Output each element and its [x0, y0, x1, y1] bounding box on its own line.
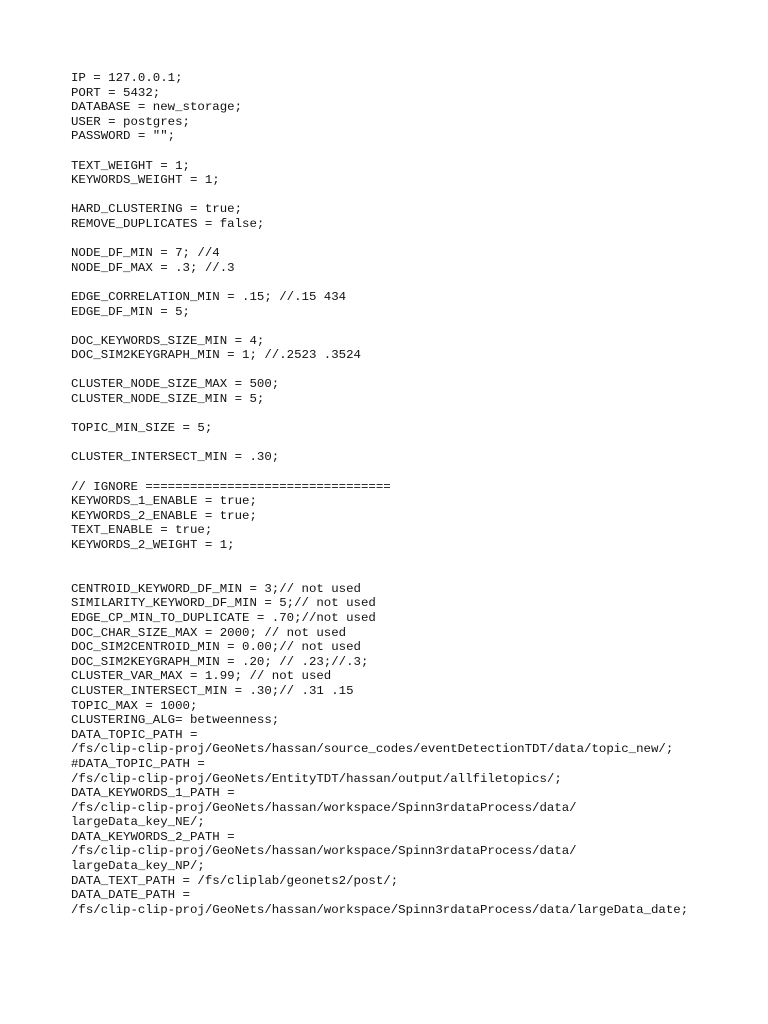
config-line: DATA_KEYWORDS_2_PATH = [71, 829, 235, 844]
blank-line [71, 567, 751, 582]
config-line: DOC_SIM2KEYGRAPH_MIN = .20; // .23;//.3; [71, 654, 369, 669]
blank-line [71, 232, 751, 247]
config-line: /fs/clip-clip-proj/GeoNets/hassan/source_codes/eventDetectionTDT/data/topic_new/; [71, 742, 674, 757]
blank-line [71, 363, 751, 378]
config-line: CLUSTER_VAR_MAX = 1.99; // not used [71, 669, 332, 684]
config-line: DOC_KEYWORDS_SIZE_MIN = 4; [71, 333, 265, 348]
config-line: NODE_DF_MIN = 7; //4 [71, 246, 220, 261]
config-line: EDGE_DF_MIN = 5; [71, 304, 190, 319]
config-line: DATA_DATE_PATH = [71, 888, 190, 903]
config-line: IP = 127.0.0.1; [71, 71, 183, 85]
config-line: SIMILARITY_KEYWORD_DF_MIN = 5;// not used [71, 596, 376, 611]
config-line: KEYWORDS_WEIGHT = 1; [71, 173, 220, 188]
blank-line [71, 275, 751, 290]
config-line: TEXT_WEIGHT = 1; [71, 158, 190, 173]
blank-line [71, 144, 751, 159]
config-line: largeData_key_NP/; [71, 859, 205, 874]
config-line: DATA_KEYWORDS_1_PATH = [71, 786, 235, 801]
config-line: DOC_SIM2KEYGRAPH_MIN = 1; //.2523 .3524 [71, 348, 361, 363]
config-line: CENTROID_KEYWORD_DF_MIN = 3;// not used [71, 581, 361, 596]
config-line: USER = postgres; [71, 114, 190, 129]
config-line: KEYWORDS_2_WEIGHT = 1; [71, 538, 235, 552]
config-line: CLUSTER_INTERSECT_MIN = .30; [71, 450, 280, 465]
config-line: CLUSTER_NODE_SIZE_MIN = 5; [71, 392, 265, 407]
config-line: largeData_key_NE/; [71, 815, 205, 830]
config-line: /fs/clip-clip-proj/GeoNets/hassan/workspace/Spinn3rdataProcess/data/ [71, 800, 577, 815]
config-line: HARD_CLUSTERING = true; [71, 202, 243, 217]
config-document [71, 71, 751, 917]
config-line: TOPIC_MAX = 1000; [71, 698, 198, 713]
config-line: DATA_TEXT_PATH = /fs/cliplab/geonets2/post/; [71, 873, 399, 888]
config-line: KEYWORDS_1_ENABLE = true; [71, 494, 257, 509]
config-line: /fs/clip-clip-proj/GeoNets/hassan/workspace/Spinn3rdataProcess/data/largeData_date; [71, 902, 689, 917]
config-line: PASSWORD = ""; [71, 129, 176, 144]
blank-line [71, 553, 751, 568]
blank-line [71, 188, 751, 203]
blank-line [71, 465, 751, 480]
config-line: CLUSTERING_ALG= betweenness; [71, 713, 280, 728]
config-line: KEYWORDS_2_ENABLE = true; [71, 508, 257, 523]
config-line: /fs/clip-clip-proj/GeoNets/EntityTDT/hassan/output/allfiletopics/; [71, 771, 562, 786]
config-line: DOC_SIM2CENTROID_MIN = 0.00;// not used [71, 640, 361, 655]
config-line: CLUSTER_NODE_SIZE_MAX = 500; [71, 377, 280, 392]
blank-line [71, 436, 751, 451]
config-line: /fs/clip-clip-proj/GeoNets/hassan/workspace/Spinn3rdataProcess/data/ [71, 844, 577, 859]
config-line: #DATA_TOPIC_PATH = [71, 756, 205, 771]
config-line: REMOVE_DUPLICATES = false; [71, 216, 265, 231]
config-line: TOPIC_MIN_SIZE = 5; [71, 421, 213, 436]
config-line: DATA_TOPIC_PATH = [71, 727, 198, 742]
config-line: PORT = 5432; [71, 85, 161, 100]
blank-line [71, 407, 751, 422]
config-line: DOC_CHAR_SIZE_MAX = 2000; // not used [71, 625, 347, 640]
config-line: EDGE_CP_MIN_TO_DUPLICATE = .70;//not used [71, 610, 376, 625]
config-line: NODE_DF_MAX = .3; //.3 [71, 260, 235, 275]
config-line: DATABASE = new_storage; [71, 100, 243, 115]
config-line: EDGE_CORRELATION_MIN = .15; //.15 434 [71, 289, 347, 304]
config-line: TEXT_ENABLE = true; [71, 523, 213, 538]
blank-line [71, 319, 751, 334]
config-line: CLUSTER_INTERSECT_MIN = .30;// .31 .15 [71, 683, 354, 698]
config-line: // IGNORE ================================= [71, 479, 391, 494]
